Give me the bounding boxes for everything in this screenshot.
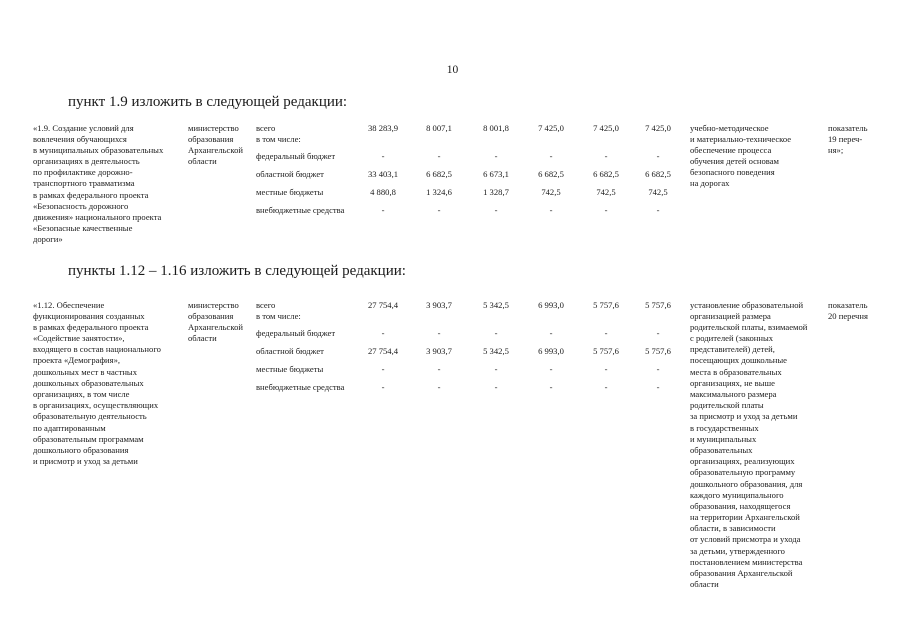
description-line: образовательным программам: [33, 433, 144, 444]
description-line: «Безопасные качественные: [33, 223, 133, 234]
funding-value: -: [604, 381, 608, 392]
funding-value: -: [549, 151, 553, 161]
funding-value: 742,5: [541, 186, 561, 197]
funding-value: 8 007,1: [426, 122, 452, 133]
result-line: родительской платы, взимаемой: [690, 321, 808, 332]
funding-value: 5 757,6: [593, 346, 619, 356]
funding-value: 3 903,7: [426, 346, 452, 356]
funding-value: 7 425,0: [593, 122, 619, 133]
funding-value: 5 342,5: [483, 299, 509, 310]
description-line: в рамках федерального проекта: [33, 189, 149, 200]
funding-source-label: областной бюджет: [256, 169, 324, 179]
result-line: установление образовательной: [690, 299, 804, 310]
funding-value: -: [656, 363, 660, 374]
funding-value: 5 342,5: [483, 346, 509, 356]
funding-table: [0, 122, 905, 245]
expected-result: [690, 300, 807, 591]
result-line: области: [690, 579, 719, 590]
executor-line: министерство: [188, 299, 239, 310]
result-line: безопасного поведения: [690, 167, 775, 178]
funding-value: 33 403,1: [367, 169, 399, 179]
result-line: и муниципальных: [690, 433, 757, 444]
funding-value: 8 001,8: [483, 122, 509, 133]
description-line: организациях, в том числе: [33, 389, 130, 399]
funding-source-label: местные бюджеты: [256, 186, 324, 197]
funding-value: -: [656, 204, 660, 215]
funding-value: 7 425,0: [645, 122, 671, 133]
funding-value: -: [494, 363, 498, 374]
funding-value: -: [381, 381, 385, 392]
funding-value: 742,5: [648, 186, 668, 197]
funding-value: 3 903,7: [426, 299, 452, 310]
indicator-line: показатель: [828, 299, 868, 310]
funding-value: -: [494, 381, 498, 392]
funding-value: 7 425,0: [538, 122, 564, 133]
funding-value: 6 993,0: [538, 299, 564, 310]
description-line: в организациях, осуществляющих: [33, 400, 159, 411]
indicator-line: 19 переч-: [828, 133, 863, 144]
description-line: проекта «Демография»,: [33, 355, 121, 366]
result-line: образовательных: [690, 444, 753, 455]
funding-value: 6 673,1: [483, 169, 509, 179]
funding-value: -: [437, 204, 441, 215]
funding-value: -: [437, 328, 441, 338]
result-line: области, в зависимости: [690, 523, 776, 534]
funding-value: -: [604, 204, 608, 215]
result-line: каждого муниципального: [690, 489, 784, 500]
funding-source-label: всего: [256, 122, 276, 133]
funding-source-label: всего: [256, 299, 276, 310]
funding-source-label: внебюджетные средства: [256, 381, 345, 392]
funding-source-label: федеральный бюджет: [256, 151, 336, 161]
result-line: на дорогах: [690, 178, 730, 189]
result-line: в государственных: [690, 422, 759, 433]
indicator-line: 20 перечня: [828, 310, 868, 321]
executor-line: министерство: [188, 122, 239, 133]
funding-value: 38 283,9: [367, 122, 399, 133]
description-line: по адаптированным: [33, 422, 106, 433]
description-line: организациях в деятельность: [33, 156, 140, 167]
result-line: посещающих дошкольные: [690, 355, 787, 366]
funding-value: -: [437, 381, 441, 392]
expected-result: [690, 123, 791, 190]
description-line: вовлечения обучающихся: [33, 133, 127, 144]
result-line: обеспечение процесса: [690, 144, 772, 155]
result-line: за детьми, утвержденного: [690, 545, 785, 556]
funding-value: -: [604, 363, 608, 374]
result-line: максимального размера: [690, 389, 777, 399]
funding-value: 4 880,8: [370, 186, 396, 197]
description-line: дошкольных мест в частных: [33, 366, 138, 377]
funding-value: -: [494, 204, 498, 215]
executor-line: Архангельской: [188, 321, 243, 332]
funding-row: [0, 205, 905, 216]
result-line: образовательную программу: [690, 467, 796, 478]
indicator-reference: [828, 123, 868, 157]
funding-source-label: в том числе:: [256, 133, 301, 144]
result-line: места в образовательных: [690, 366, 782, 377]
description-line: функционирования созданных: [33, 310, 145, 321]
result-line: обучения детей основам: [690, 156, 779, 167]
description-line: дошкольных образовательных: [33, 377, 144, 388]
description-line: и присмотр и уход за детьми: [33, 456, 138, 467]
funding-source-label: в том числе:: [256, 310, 301, 321]
result-line: дошкольного образования, для: [690, 478, 803, 489]
funding-value: 6 682,5: [593, 169, 619, 179]
description-line: «1.9. Создание условий для: [33, 122, 134, 133]
executor-line: образования: [188, 133, 234, 144]
funding-value: -: [381, 328, 385, 338]
funding-value: -: [604, 328, 608, 338]
funding-value: 6 682,5: [538, 169, 564, 179]
funding-value: -: [437, 363, 441, 374]
result-line: и материально-техническое: [690, 133, 792, 144]
funding-value: 5 757,6: [645, 299, 671, 310]
executor-line: Архангельской: [188, 144, 243, 155]
executor-line: образования: [188, 310, 234, 321]
result-line: учебно-методическое: [690, 122, 769, 133]
section-heading: пункт 1.9 изложить в следующей редакции:: [68, 94, 348, 110]
indicator-line: ня»;: [828, 144, 844, 155]
indicator-line: показатель: [828, 122, 868, 133]
funding-value: 6 682,5: [645, 169, 671, 179]
result-line: с родителей (законных: [690, 333, 774, 344]
funding-value: 742,5: [596, 186, 616, 197]
funding-value: -: [604, 151, 608, 161]
description-line: в рамках федерального проекта: [33, 321, 149, 332]
funding-value: 27 754,4: [367, 299, 399, 310]
result-line: за присмотр и уход за детьми: [690, 411, 798, 422]
page-number: 10: [446, 64, 459, 76]
result-line: на территории Архангельской: [690, 512, 800, 523]
result-line: представителей) детей,: [690, 344, 775, 355]
description-line: образовательную деятельность: [33, 411, 147, 422]
funding-source-label: федеральный бюджет: [256, 328, 336, 338]
result-line: организациях, не выше: [690, 377, 775, 388]
result-line: образования Архангельской: [690, 568, 793, 578]
funding-value: -: [494, 328, 498, 338]
funding-source-label: местные бюджеты: [256, 363, 324, 374]
funding-value: 27 754,4: [367, 346, 399, 356]
funding-source-label: областной бюджет: [256, 346, 324, 356]
funding-source-label: внебюджетные средства: [256, 204, 345, 215]
description-line: транспортного травматизма: [33, 178, 135, 189]
funding-table: [0, 299, 905, 590]
funding-value: 1 324,6: [426, 186, 452, 197]
description-line: дороги»: [33, 234, 63, 245]
funding-value: -: [549, 381, 553, 392]
description-line: по профилактике дорожно-: [33, 167, 133, 178]
description-line: «Содействие занятости»,: [33, 333, 125, 344]
result-line: организациях, реализующих: [690, 456, 795, 467]
funding-value: -: [549, 328, 553, 338]
description-line: «1.12. Обеспечение: [33, 299, 105, 310]
funding-value: 1 328,7: [483, 186, 509, 197]
funding-value: -: [381, 151, 385, 161]
result-line: родительской платы: [690, 400, 764, 411]
funding-value: 6 993,0: [538, 346, 564, 356]
funding-value: -: [437, 151, 441, 161]
funding-value: 5 757,6: [593, 299, 619, 310]
description-line: в муниципальных образовательных: [33, 144, 164, 155]
executor-line: области: [188, 333, 217, 344]
funding-value: -: [381, 363, 385, 374]
funding-value: -: [549, 363, 553, 374]
result-line: постановлением министерства: [690, 556, 803, 567]
funding-value: 6 682,5: [426, 169, 452, 179]
funding-value: -: [381, 204, 385, 215]
description-line: движения» национального проекта: [33, 212, 162, 222]
executor-line: области: [188, 156, 217, 167]
funding-value: -: [656, 328, 660, 338]
result-line: от условий присмотра и ухода: [690, 534, 801, 545]
funding-value: 5 757,6: [645, 346, 671, 356]
description-line: «Безопасность дорожного: [33, 200, 129, 211]
description-line: дошкольного образования: [33, 444, 129, 455]
result-line: образования, находящегося: [690, 500, 791, 511]
funding-value: -: [656, 151, 660, 161]
result-line: организацией размера: [690, 310, 771, 321]
indicator-reference: [828, 300, 868, 322]
funding-value: -: [656, 381, 660, 392]
section-heading: пункты 1.12 – 1.16 изложить в следующей редакции:: [68, 263, 406, 279]
description-line: входящего в состав национального: [33, 344, 161, 355]
funding-value: -: [494, 151, 498, 161]
funding-value: -: [549, 204, 553, 215]
